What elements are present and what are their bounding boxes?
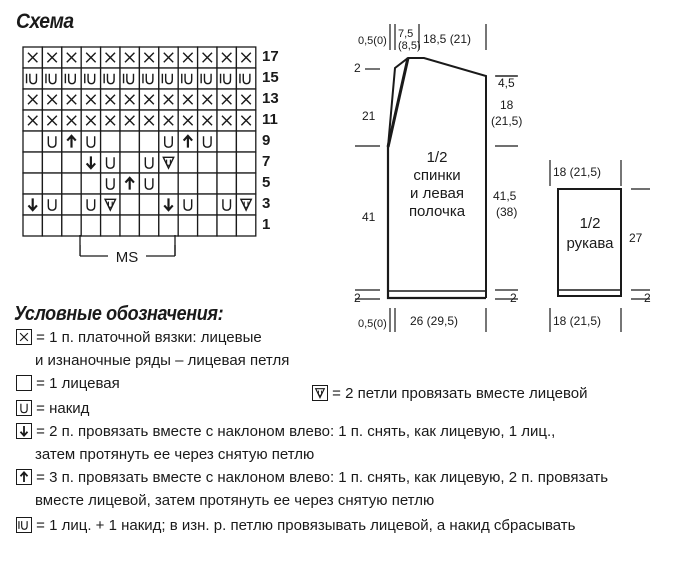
chart-cell	[198, 173, 217, 194]
chart-cell	[236, 152, 255, 173]
chart-cell	[42, 110, 61, 131]
chart-cell	[178, 215, 197, 236]
chart-cell	[62, 47, 81, 68]
chart-cell	[81, 152, 100, 173]
chart-cell	[101, 194, 120, 215]
k2tog-icon	[312, 385, 328, 401]
row-number: 7	[262, 153, 271, 170]
k2tog-left-icon	[16, 423, 32, 439]
legend-text: = 1 лиц. + 1 накид; в изн. р. петлю провязывать лицевой, а накид сбрасывать	[16, 517, 575, 535]
back-band-right: 2	[510, 291, 517, 305]
chart-cell	[139, 110, 158, 131]
knit-stitch-icon	[16, 375, 32, 391]
chart-cell	[236, 194, 255, 215]
row-number: 1	[262, 216, 271, 233]
chart-cell	[120, 131, 139, 152]
chart-cell	[159, 89, 178, 110]
chart-cell	[198, 152, 217, 173]
chart-cell	[62, 68, 81, 89]
row-number: 15	[262, 69, 279, 86]
back-neck-depth: 2	[354, 61, 361, 75]
legend-text: = 1 лицевая	[16, 375, 120, 393]
chart-cell	[42, 47, 61, 68]
row-number: 5	[262, 174, 271, 191]
chart-cell	[81, 89, 100, 110]
back-neck: 18,5 (21)	[423, 32, 472, 46]
pattern-schematic	[340, 10, 670, 340]
back-armhole-right-b: (21,5)	[491, 114, 523, 128]
chart-cell	[81, 110, 100, 131]
chart-cell	[139, 215, 158, 236]
chart-cell	[236, 47, 255, 68]
x-stitch-icon	[16, 329, 32, 345]
chart-cell	[236, 68, 255, 89]
chart-cell	[178, 152, 197, 173]
chart-cell	[23, 194, 42, 215]
legend-text: = 2 петли провязать вместе лицевой	[312, 385, 587, 403]
chart-cell	[42, 215, 61, 236]
sleeve-band: 2	[644, 291, 651, 305]
chart-cell	[198, 215, 217, 236]
chart-cell	[81, 47, 100, 68]
knit-yarnover-icon	[16, 517, 32, 533]
chart-cell	[159, 194, 178, 215]
chart-cell	[23, 47, 42, 68]
back-bottom-width: 26 (29,5)	[410, 314, 459, 328]
chart-cell	[139, 89, 158, 110]
chart-cell	[42, 131, 61, 152]
chart-cell	[23, 131, 42, 152]
chart-cell	[62, 131, 81, 152]
back-piece-line3: и левая	[410, 185, 464, 202]
chart-cell	[42, 68, 61, 89]
back-piece-line1: 1/2	[426, 149, 448, 166]
chart-cell	[178, 89, 197, 110]
chart-cell	[101, 131, 120, 152]
legend-text-continued: и изнаночные ряды – лицевая петля	[35, 352, 290, 369]
chart-cell	[217, 152, 236, 173]
chart-cells	[23, 47, 256, 236]
k3tog-left-icon	[16, 469, 32, 485]
sleeve-piece-line1: 1/2	[579, 215, 601, 232]
chart-cell	[198, 47, 217, 68]
chart-cell	[62, 89, 81, 110]
chart-cell	[42, 152, 61, 173]
chart-cell	[101, 110, 120, 131]
chart-cell	[120, 68, 139, 89]
back-shoulder-drop: 4,5	[498, 76, 515, 90]
stitch-chart	[22, 46, 258, 256]
chart-cell	[159, 68, 178, 89]
yarn-over-icon	[16, 400, 32, 416]
legend-item	[16, 400, 89, 418]
chart-cell	[139, 173, 158, 194]
back-piece-line2: спинки	[413, 167, 461, 184]
row-number: 3	[262, 195, 271, 212]
chart-cell	[198, 194, 217, 215]
sleeve-height: 27	[629, 231, 643, 245]
chart-cell	[178, 110, 197, 131]
chart-cell	[178, 68, 197, 89]
chart-cell	[120, 215, 139, 236]
chart-cell	[23, 89, 42, 110]
legend-title: Условные обозначения:	[14, 303, 224, 325]
chart-cell	[139, 194, 158, 215]
sleeve-piece-line2: рукава	[566, 235, 614, 252]
chart-cell	[62, 194, 81, 215]
legend-item	[16, 469, 608, 510]
chart-cell	[23, 152, 42, 173]
chart-cell	[178, 194, 197, 215]
chart-cell	[236, 131, 255, 152]
chart-cell	[178, 173, 197, 194]
chart-cell	[23, 215, 42, 236]
legend-item	[16, 375, 120, 393]
chart-cell	[81, 215, 100, 236]
chart-cell	[198, 89, 217, 110]
chart-cell	[120, 89, 139, 110]
legend-item	[16, 329, 289, 370]
ms-label: MS	[115, 249, 139, 266]
chart-cell	[217, 215, 236, 236]
chart-cell	[198, 68, 217, 89]
chart-cell	[81, 131, 100, 152]
scheme-title: Схема	[16, 10, 74, 33]
chart-cell	[236, 215, 255, 236]
legend-text: = 3 п. провязать вместе с наклоном влево: 1 п. снять, как лицевую, 2 п. провязать	[16, 469, 608, 487]
chart-cell	[62, 215, 81, 236]
chart-cell	[217, 68, 236, 89]
chart-cell	[101, 152, 120, 173]
chart-cell	[159, 215, 178, 236]
legend-item	[312, 385, 587, 403]
back-shoulder-b: (8,5)	[398, 40, 421, 52]
ms-label-group	[80, 245, 180, 269]
row-number: 11	[262, 111, 278, 128]
legend-item	[16, 517, 575, 535]
chart-cell	[62, 110, 81, 131]
sleeve-top-width: 18 (21,5)	[553, 165, 602, 179]
chart-cell	[120, 173, 139, 194]
chart-cell	[236, 110, 255, 131]
chart-cell	[139, 68, 158, 89]
chart-cell	[23, 173, 42, 194]
back-side-left: 41	[362, 210, 376, 224]
chart-cell	[236, 173, 255, 194]
legend-item	[16, 423, 555, 464]
back-side-right-b: (38)	[496, 205, 518, 219]
legend-text-continued: затем протянуть ее через снятую петлю	[35, 446, 315, 463]
chart-cell	[62, 152, 81, 173]
chart-cell	[23, 110, 42, 131]
chart-cell	[217, 47, 236, 68]
chart-cell	[81, 194, 100, 215]
sleeve-bottom-width: 18 (21,5)	[553, 314, 602, 328]
chart-cell	[120, 152, 139, 173]
chart-cell	[139, 131, 158, 152]
chart-cell	[42, 173, 61, 194]
chart-cell	[101, 47, 120, 68]
chart-cell	[120, 110, 139, 131]
chart-cell	[101, 215, 120, 236]
chart-cell	[62, 173, 81, 194]
legend-text: = накид	[16, 400, 89, 418]
chart-cell	[217, 110, 236, 131]
chart-cell	[217, 131, 236, 152]
chart-cell	[101, 89, 120, 110]
chart-cell	[217, 89, 236, 110]
row-number: 17	[262, 48, 279, 65]
chart-cell	[139, 47, 158, 68]
chart-cell	[81, 173, 100, 194]
row-number: 9	[262, 132, 271, 149]
chart-cell	[178, 131, 197, 152]
back-armhole-right-a: 18	[500, 98, 514, 112]
chart-cell	[81, 68, 100, 89]
chart-cell	[120, 194, 139, 215]
chart-cell	[178, 47, 197, 68]
back-band-left: 2	[354, 291, 361, 305]
chart-cell	[159, 152, 178, 173]
chart-cell	[139, 152, 158, 173]
legend-text-continued: вместе лицевой, затем протянуть ее через снятую петлю	[35, 492, 435, 509]
back-shoulder-a: 7,5	[398, 28, 414, 40]
chart-cell	[159, 131, 178, 152]
chart-cell	[159, 110, 178, 131]
chart-cell	[23, 68, 42, 89]
back-top-offset: 0,5(0)	[358, 35, 387, 47]
chart-cell	[42, 89, 61, 110]
back-armhole-left: 21	[362, 109, 376, 123]
chart-cell	[217, 173, 236, 194]
back-side-right-a: 41,5	[493, 189, 517, 203]
chart-cell	[159, 173, 178, 194]
chart-cell	[236, 89, 255, 110]
row-number: 13	[262, 90, 279, 107]
legend-text: = 2 п. провязать вместе с наклоном влево: 1 п. снять, как лицевую, 1 лиц.,	[16, 423, 555, 441]
chart-cell	[120, 47, 139, 68]
chart-cell	[159, 47, 178, 68]
chart-cell	[42, 194, 61, 215]
chart-cell	[217, 194, 236, 215]
legend-text: = 1 п. платочной вязки: лицевые	[16, 329, 289, 347]
back-bottom-offset: 0,5(0)	[358, 318, 387, 330]
back-piece-line4: полочка	[408, 203, 466, 220]
chart-cell	[101, 173, 120, 194]
chart-cell	[101, 68, 120, 89]
chart-cell	[198, 131, 217, 152]
chart-cell	[198, 110, 217, 131]
